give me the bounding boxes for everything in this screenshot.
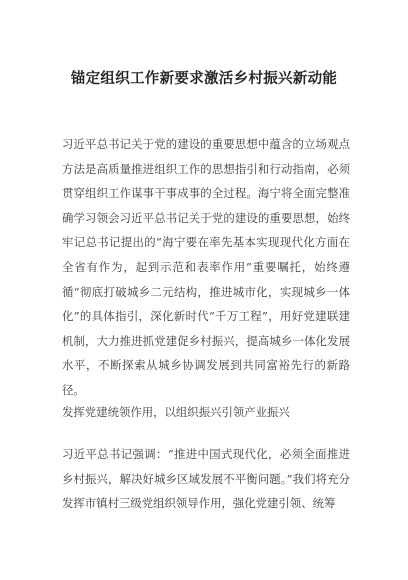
paragraph-body: 习近平总书记强调：“推进中国式现代化，必须全面推进乡村振兴，解决好城乡区域发展不平衡问题。”我们将充分发挥市镇村三级党组织领导作用，强化党建引领、统筹 [62,447,350,511]
paragraph-intro: 习近平总书记关于党的建设的重要思想中蕴含的立场观点方法是高质量推进组织工作的思想指引和行动指南，必须贯穿组织工作谋事干事成事的全过程。海宁将全面完整准确学习领会习近平总书记关于党的建设的重要思想，始终牢记总书记提出的“海宁要在率先基本实现现代化方面在全省有作为，起到示范和表率作用”重要嘱托，始终遵循“彻底打破城乡二元结构，推进城市化，实现城乡一体化”的具体指引，深化新时代“千万工程”，用好党建联建机制，大力推进抓党建促乡村振兴，提高城乡一体化发展水平，不断探索从城乡协调发展到共同富裕先行的新路径。 [62,137,350,397]
section-heading: 发挥党建统领作用，以组织振兴引领产业振兴 [62,405,290,419]
document-title: 锚定组织工作新要求激活乡村振兴新动能 [70,71,338,87]
